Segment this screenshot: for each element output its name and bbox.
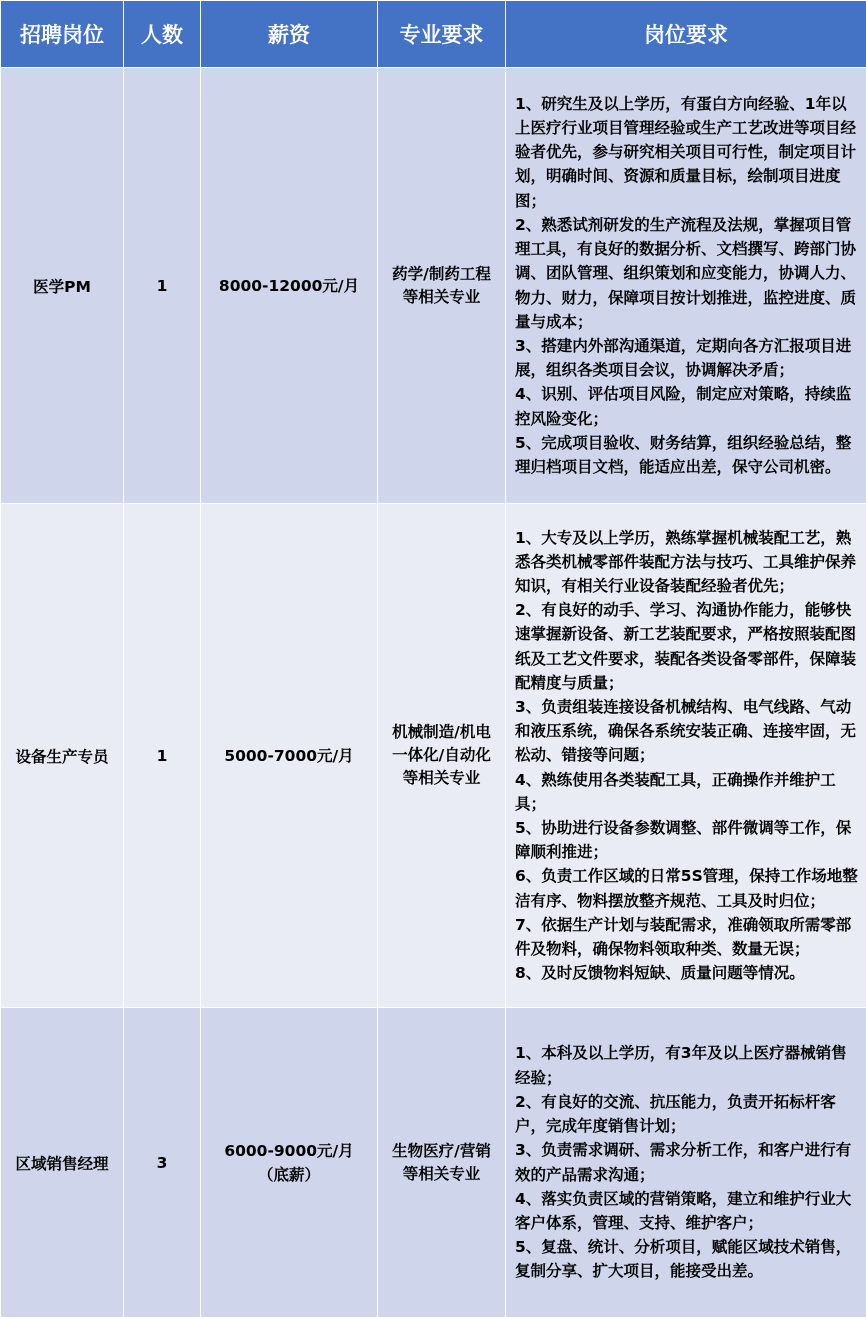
count-cell: 3	[124, 1008, 201, 1318]
requirements-cell	[506, 68, 866, 504]
salary-value: 6000-9000元/月	[209, 1139, 369, 1163]
requirement-item: 4、熟练使用各类装配工具，正确操作并维护工具；	[515, 768, 860, 816]
table-row	[1, 504, 866, 1008]
requirement-item: 4、落实负责区域的营销策略，建立和维护行业大客户体系，管理、支持、维护客户；	[515, 1187, 860, 1235]
requirement-item: 1、本科及以上学历，有3年及以上医疗器械销售经验；	[515, 1041, 860, 1089]
header-position: 招聘岗位	[1, 1, 124, 68]
major-cell: 机械制造/机电一体化/自动化等相关专业	[378, 504, 506, 1008]
position-cell: 医学PM	[1, 68, 124, 504]
salary-value: 5000-7000元/月	[209, 744, 369, 768]
salary-value: 8000-12000元/月	[209, 274, 369, 298]
requirement-item: 6、负责工作区域的日常5S管理，保持工作场地整洁有序、物料摆放整齐规范、工具及时归位；	[515, 864, 860, 912]
salary-cell	[201, 504, 378, 1008]
requirement-item: 1、大专及以上学历，熟练掌握机械装配工艺，熟悉各类机械零部件装配方法与技巧、工具维护保养知识，有相关行业设备装配经验者优先；	[515, 526, 860, 599]
requirement-item: 2、有良好的交流、抗压能力，负责开拓标杆客户，完成年度销售计划；	[515, 1090, 860, 1138]
count-cell: 1	[124, 504, 201, 1008]
table-row	[1, 1008, 866, 1318]
header-count: 人数	[124, 1, 201, 68]
requirement-item: 3、负责需求调研、需求分析工作，和客户进行有效的产品需求沟通；	[515, 1138, 860, 1186]
major-cell: 药学/制药工程等相关专业	[378, 68, 506, 504]
requirements-cell	[506, 1008, 866, 1318]
requirement-item: 4、识别、评估项目风险，制定应对策略，持续监控风险变化；	[515, 382, 860, 430]
table-row	[1, 68, 866, 504]
requirement-item: 1、研究生及以上学历，有蛋白方向经验、1年以上医疗行业项目管理经验或生产工艺改进等项目经验者优先，参与研究相关项目可行性，制定项目计划，明确时间、资源和质量目标，绘制项目进度图；	[515, 92, 860, 213]
salary-cell	[201, 68, 378, 504]
requirement-item: 2、有良好的动手、学习、沟通协作能力，能够快速掌握新设备、新工艺装配要求，严格按照装配图纸及工艺文件要求，装配各类设备零部件，保障装配精度与质量；	[515, 598, 860, 695]
major-cell: 生物医疗/营销等相关专业	[378, 1008, 506, 1318]
header-salary: 薪资	[201, 1, 378, 68]
position-cell: 区域销售经理	[1, 1008, 124, 1318]
requirement-item: 8、及时反馈物料短缺、质量问题等情况。	[515, 961, 860, 985]
requirement-item: 3、搭建内外部沟通渠道，定期向各方汇报项目进展，组织各类项目会议，协调解决矛盾；	[515, 334, 860, 382]
header-major: 专业要求	[378, 1, 506, 68]
salary-cell	[201, 1008, 378, 1318]
position-cell: 设备生产专员	[1, 504, 124, 1008]
header-row	[1, 1, 866, 68]
requirement-item: 7、依据生产计划与装配需求，准确领取所需零部件及物料，确保物料领取种类、数量无误；	[515, 913, 860, 961]
header-requirements: 岗位要求	[506, 1, 866, 68]
requirement-item: 5、协助进行设备参数调整、部件微调等工作，保障顺利推进；	[515, 816, 860, 864]
requirement-item: 5、完成项目验收、财务结算，组织经验总结，整理归档项目文档，能适应出差，保守公司机密。	[515, 431, 860, 479]
requirement-item: 2、熟悉试剂研发的生产流程及法规，掌握项目管理工具，有良好的数据分析、文档撰写、跨部门协调、团队管理、组织策划和应变能力，协调人力、物力、财力，保障项目按计划推进，监控进度、质量与成本；	[515, 213, 860, 334]
requirements-cell	[506, 504, 866, 1008]
requirement-item: 3、负责组装连接设备机械结构、电气线路、气动和液压系统，确保各系统安装正确、连接牢固，无松动、错接等问题；	[515, 695, 860, 768]
salary-note: （底薪）	[209, 1163, 369, 1187]
requirement-item: 5、复盘、统计、分析项目，赋能区域技术销售，复制分享、扩大项目，能接受出差。	[515, 1235, 860, 1283]
count-cell: 1	[124, 68, 201, 504]
